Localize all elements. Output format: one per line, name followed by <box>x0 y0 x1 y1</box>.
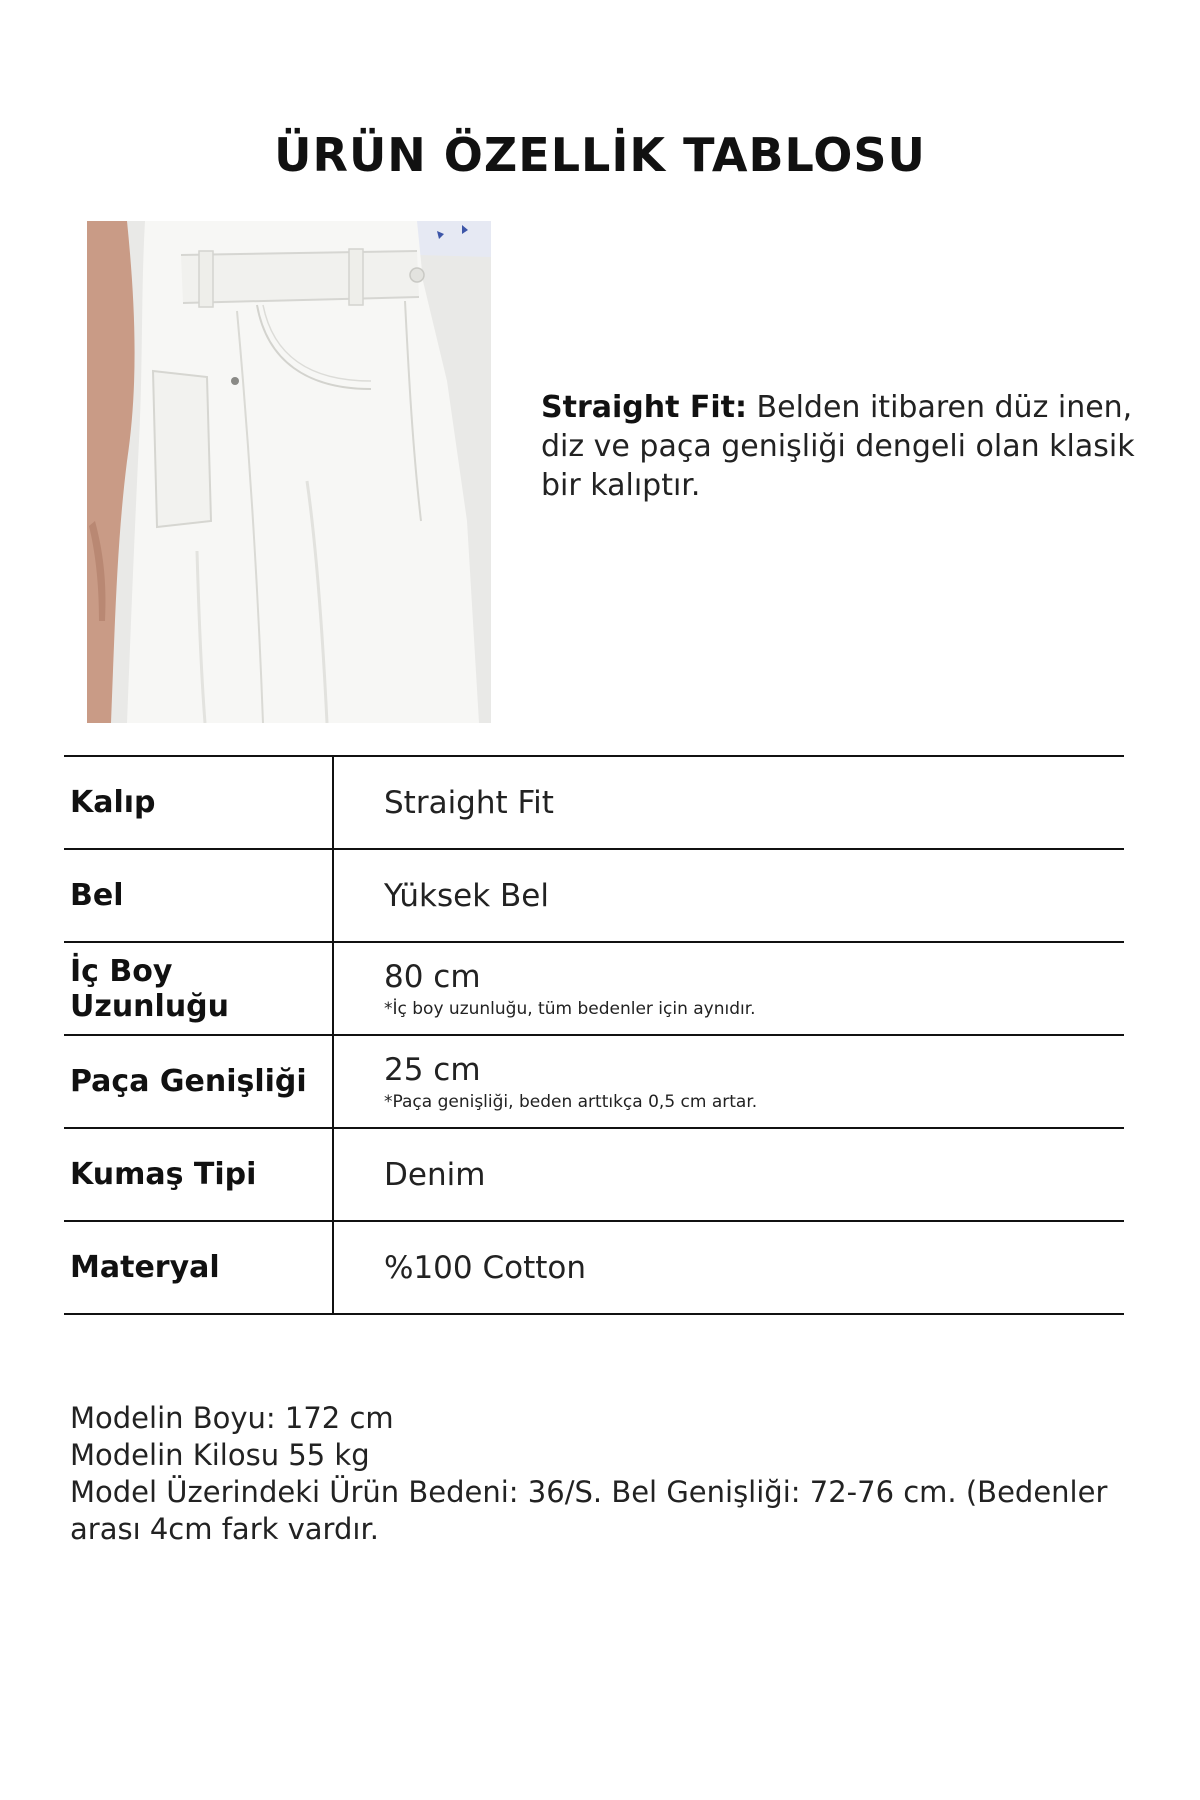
spec-value-text: Straight Fit <box>384 784 554 821</box>
spec-label: Bel <box>70 878 124 913</box>
spec-value <box>384 850 1104 941</box>
spec-value <box>384 1036 1104 1127</box>
spec-row-paca <box>64 1036 1124 1129</box>
spec-note: *Paça genişliği, beden arttıkça 0,5 cm artar. <box>384 1091 758 1112</box>
spec-row-bel <box>64 850 1124 943</box>
spec-label: İç Boy Uzunluğu <box>70 953 230 1024</box>
model-weight: Modelin Kilosu 55 kg <box>70 1438 370 1472</box>
fit-description-text: Belden itibaren düz inen, diz ve paça genişliği dengeli olan klasik bir kalıptır. <box>541 390 1135 503</box>
page-title: ÜRÜN ÖZELLİK TABLOSU <box>274 128 926 182</box>
model-size: Model Üzerindeki Ürün Bedeni: 36/S. Bel Genişliği: 72-76 cm. (Bedenler arası 4cm fark vardır. <box>70 1475 1108 1546</box>
spec-value-text: 25 cm <box>384 1051 481 1088</box>
spec-value <box>384 1222 1104 1313</box>
spec-row-kumas <box>64 1129 1124 1222</box>
spec-value <box>384 943 1104 1034</box>
spec-value <box>384 1129 1104 1220</box>
fit-description <box>541 388 1141 505</box>
product-photo <box>87 221 491 723</box>
spec-label: Paça Genişliği <box>70 1064 307 1099</box>
spec-value-text: 80 cm <box>384 958 481 995</box>
model-info <box>70 1400 1130 1548</box>
spec-label: Kalıp <box>70 785 156 820</box>
spec-table <box>64 755 1124 1315</box>
spec-label: Kumaş Tipi <box>70 1157 257 1192</box>
spec-value-text: %100 Cotton <box>384 1249 587 1286</box>
spec-note: *İç boy uzunluğu, tüm bedenler için aynıdır. <box>384 998 756 1019</box>
fit-name: Straight Fit: <box>541 390 748 425</box>
spec-label: Materyal <box>70 1250 220 1285</box>
model-height: Modelin Boyu: 172 cm <box>70 1401 394 1435</box>
spec-row-kalip <box>64 757 1124 850</box>
spec-value-text: Yüksek Bel <box>384 877 549 914</box>
spec-value-text: Denim <box>384 1156 486 1193</box>
spec-value <box>384 757 1104 848</box>
spec-row-ic-boy <box>64 943 1124 1036</box>
spec-row-materyal <box>64 1222 1124 1315</box>
